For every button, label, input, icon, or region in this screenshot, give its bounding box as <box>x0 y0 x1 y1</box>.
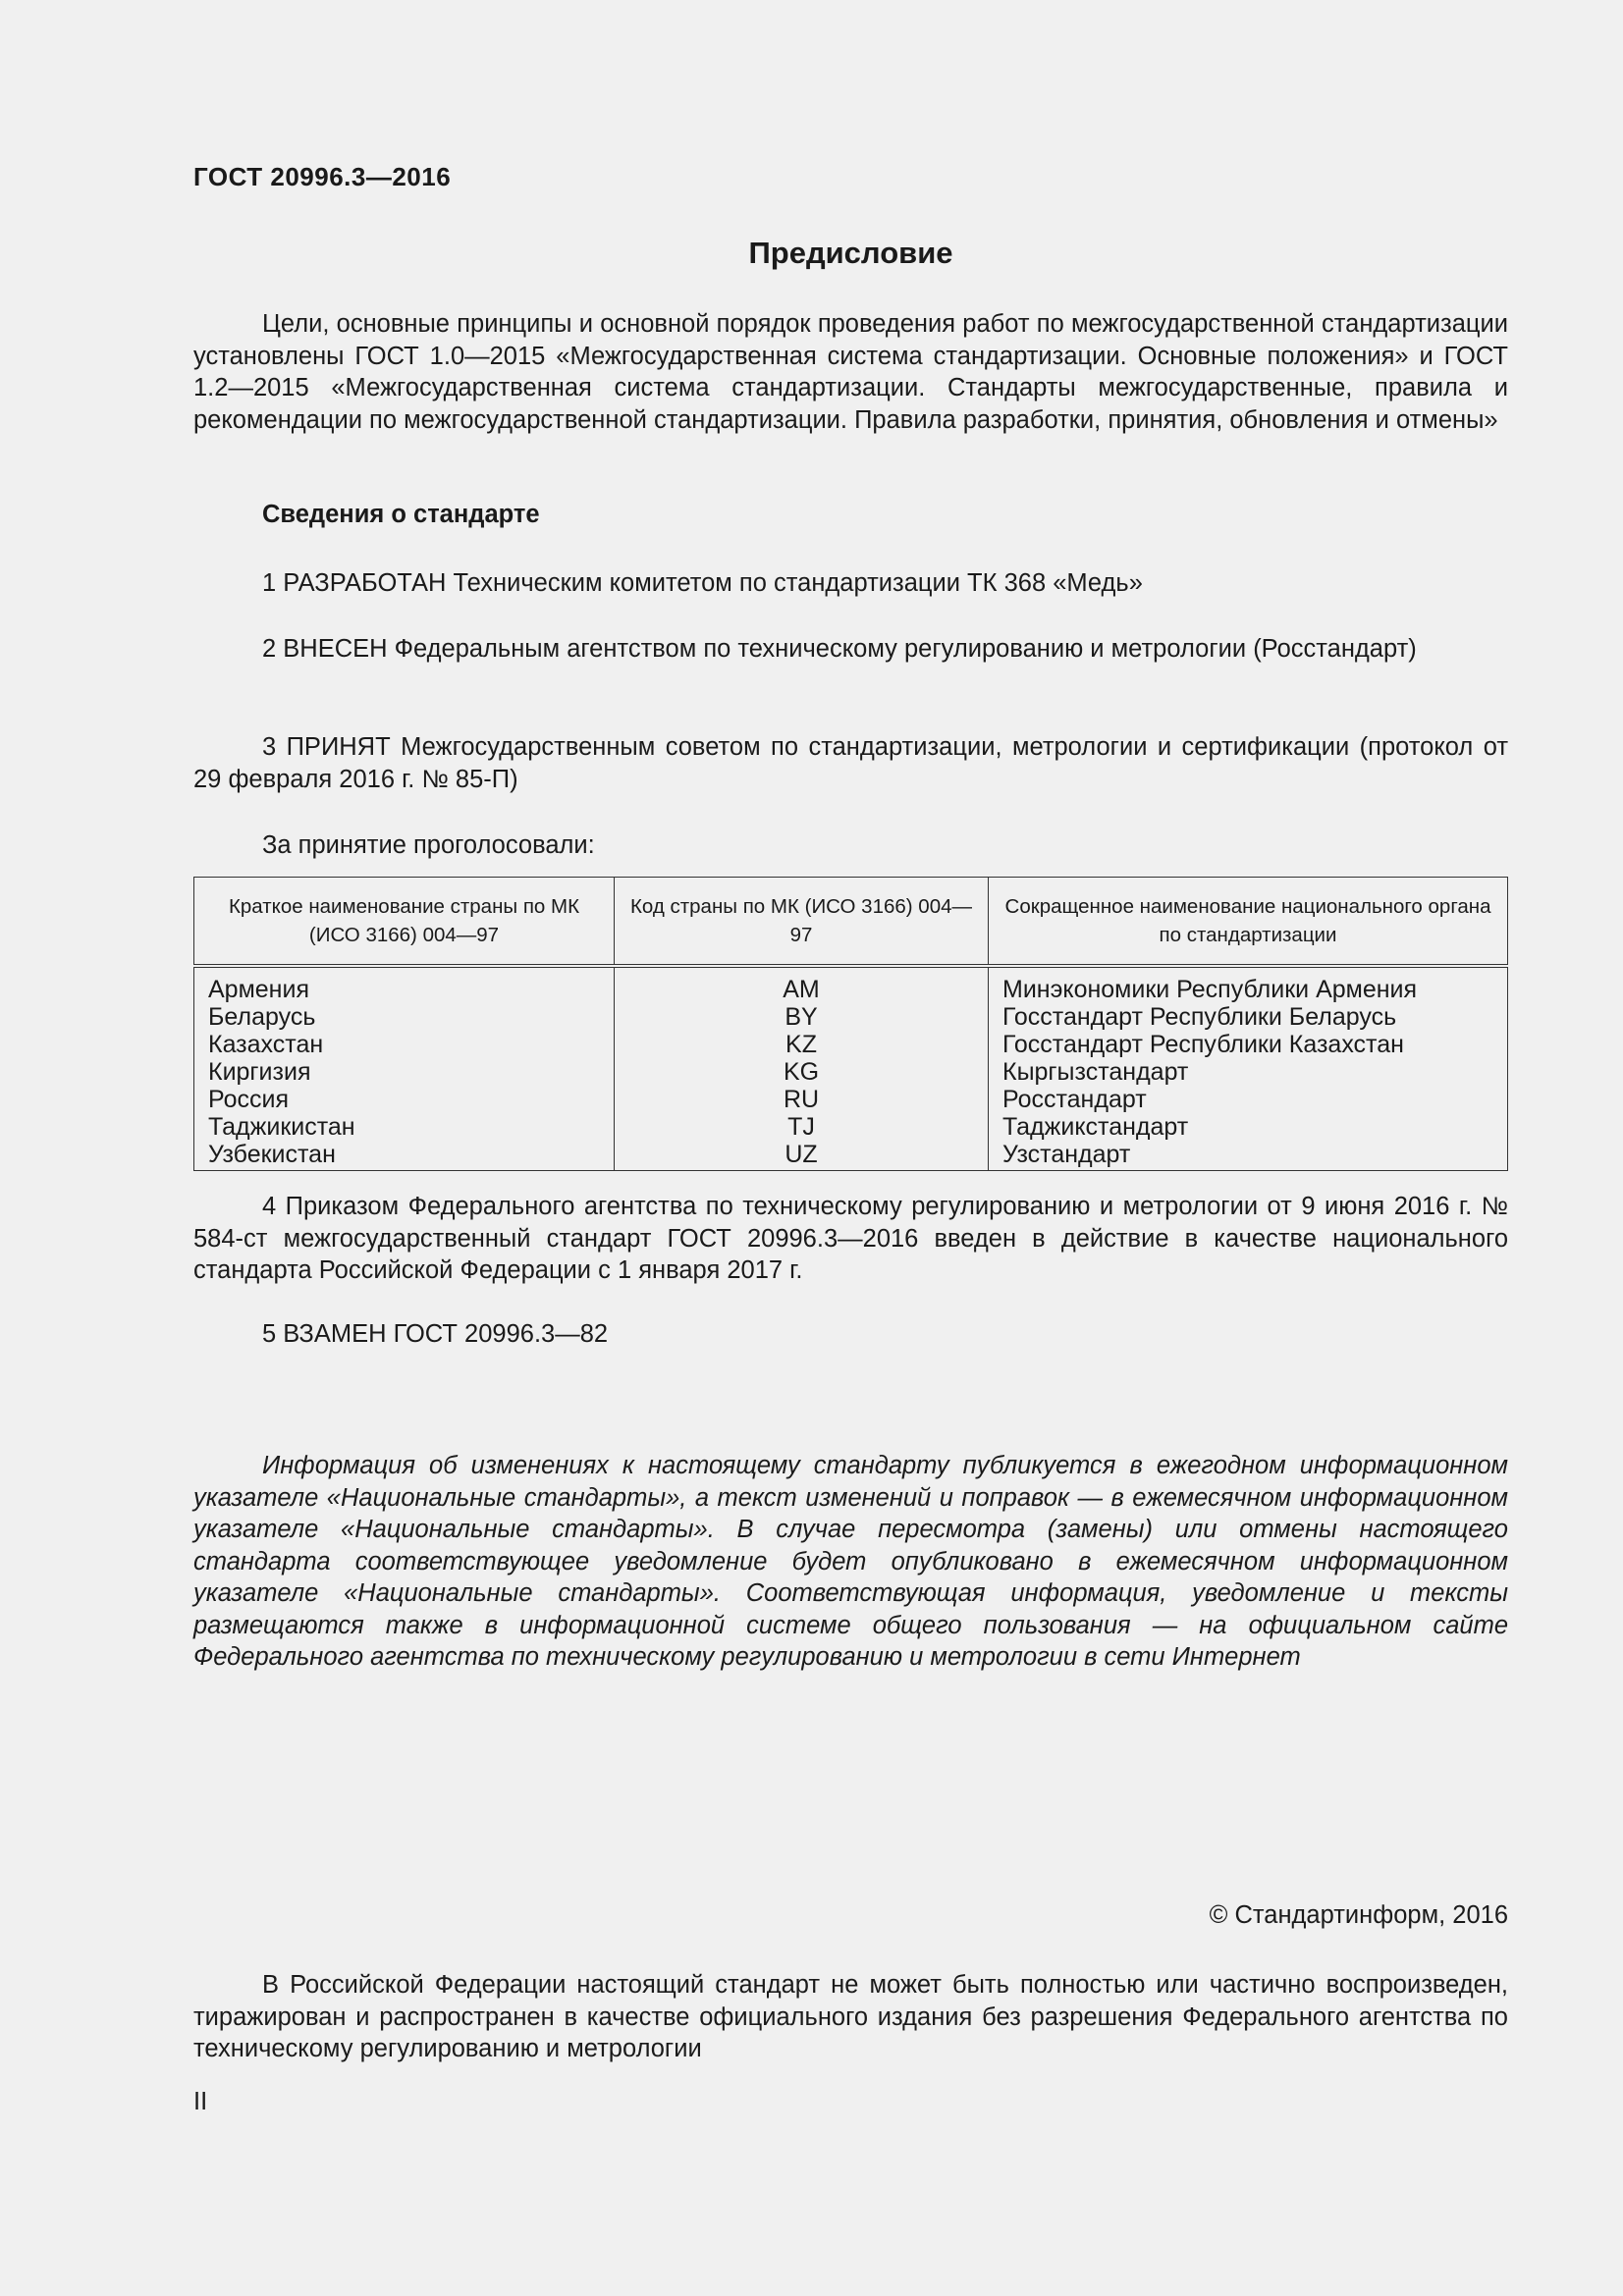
country-code: RU <box>615 1086 989 1113</box>
national-body: Минэкономики Республики Армения <box>989 966 1508 1003</box>
country-code: KZ <box>615 1031 989 1058</box>
voting-table <box>193 877 1508 1171</box>
table-row <box>194 1031 1508 1058</box>
country-name: Казахстан <box>194 1031 615 1058</box>
table-row <box>194 966 1508 1003</box>
country-code: UZ <box>615 1141 989 1171</box>
table-row <box>194 1141 1508 1171</box>
country-name: Узбекистан <box>194 1141 615 1171</box>
national-body: Таджикстандарт <box>989 1113 1508 1141</box>
country-name: Таджикистан <box>194 1113 615 1141</box>
vote-intro: За принятие проголосовали: <box>262 831 595 859</box>
header-national-body: Сокращенное наименование национального органа по стандартизации <box>989 878 1508 967</box>
item-1-paragraph: 1 РАЗРАБОТАН Техническим комитетом по стандартизации ТК 368 «Медь» <box>262 569 1143 597</box>
table-row <box>194 1003 1508 1031</box>
header-country-name: Краткое наименование страны по МК (ИСО 3166) 004—97 <box>194 878 615 967</box>
country-code: BY <box>615 1003 989 1031</box>
item-5-paragraph: 5 ВЗАМЕН ГОСТ 20996.3—82 <box>262 1320 609 1348</box>
copyright-notice: © Стандартинформ, 2016 <box>1209 1901 1508 1929</box>
section-heading: Сведения о стандарте <box>262 501 540 528</box>
item-4-paragraph: 4 Приказом Федерального агентства по техническому регулированию и метрологии от 9 июня 2016 г. № 584-ст межгосударственный стандарт ГОСТ 20996.3—2016 введен в действие в качестве национального стандарта Российской Федерации с 1 января 2017 г. <box>193 1193 1508 1284</box>
header-country-code: Код страны по МК (ИСО 3166) 004—97 <box>615 878 989 967</box>
country-name: Россия <box>194 1086 615 1113</box>
country-name: Киргизия <box>194 1058 615 1086</box>
intro-paragraph: Цели, основные принципы и основной порядок проведения работ по межгосударственной стандартизации установлены ГОСТ 1.0—2015 «Межгосударственная система стандартизации. Основные положения» и ГОСТ 1.2—2015 «Межгосударственная система стандартизации. Стандарты межгосударственные, правила и рекомендации по межгосударственной стандартизации. Правила разработки, принятия, обновления и отмены» <box>193 310 1508 434</box>
national-body: Узстандарт <box>989 1141 1508 1171</box>
national-body: Кыргызстандарт <box>989 1058 1508 1086</box>
national-body: Госстандарт Республики Казахстан <box>989 1031 1508 1058</box>
table-row <box>194 1058 1508 1086</box>
document-code: ГОСТ 20996.3—2016 <box>193 162 452 191</box>
country-code: TJ <box>615 1113 989 1141</box>
table-row <box>194 1113 1508 1141</box>
table-header-row <box>194 878 1508 967</box>
page-title: Предисловие <box>748 236 953 270</box>
item-3-paragraph: 3 ПРИНЯТ Межгосударственным советом по стандартизации, метрологии и сертификации (протокол от 29 февраля 2016 г. № 85-П) <box>193 733 1508 793</box>
national-body: Росстандарт <box>989 1086 1508 1113</box>
country-code: AM <box>615 966 989 1003</box>
item-2-paragraph: 2 ВНЕСЕН Федеральным агентством по техническому регулированию и метрологии (Росстандарт) <box>262 635 1417 663</box>
page-number: II <box>193 2088 208 2115</box>
country-code: KG <box>615 1058 989 1086</box>
country-name: Армения <box>194 966 615 1003</box>
national-body: Госстандарт Республики Беларусь <box>989 1003 1508 1031</box>
table-row <box>194 1086 1508 1113</box>
reproduction-restriction: В Российской Федерации настоящий стандарт не может быть полностью или частично воспроизведен, тиражирован и распространен в качестве официального издания без разрешения Федерального агентства по техническому регулированию и метрологии <box>193 1971 1508 2062</box>
country-name: Беларусь <box>194 1003 615 1031</box>
amendments-notice: Информация об изменениях к настоящему стандарту публикуется в ежегодном информационном указателе «Национальные стандарты», а текст изменений и поправок — в ежемесячном информационном указателе «Национальные стандарты». В случае пересмотра (замены) или отмены настоящего стандарта соответствующее уведомление будет опубликовано в ежемесячном информационном указателе «Национальные стандарты». Соответствующая информация, уведомление и тексты размещаются также в информационной системе общего пользования — на официальном сайте Федерального агентства по техническому регулированию и метрологии в сети Интернет <box>193 1452 1508 1671</box>
